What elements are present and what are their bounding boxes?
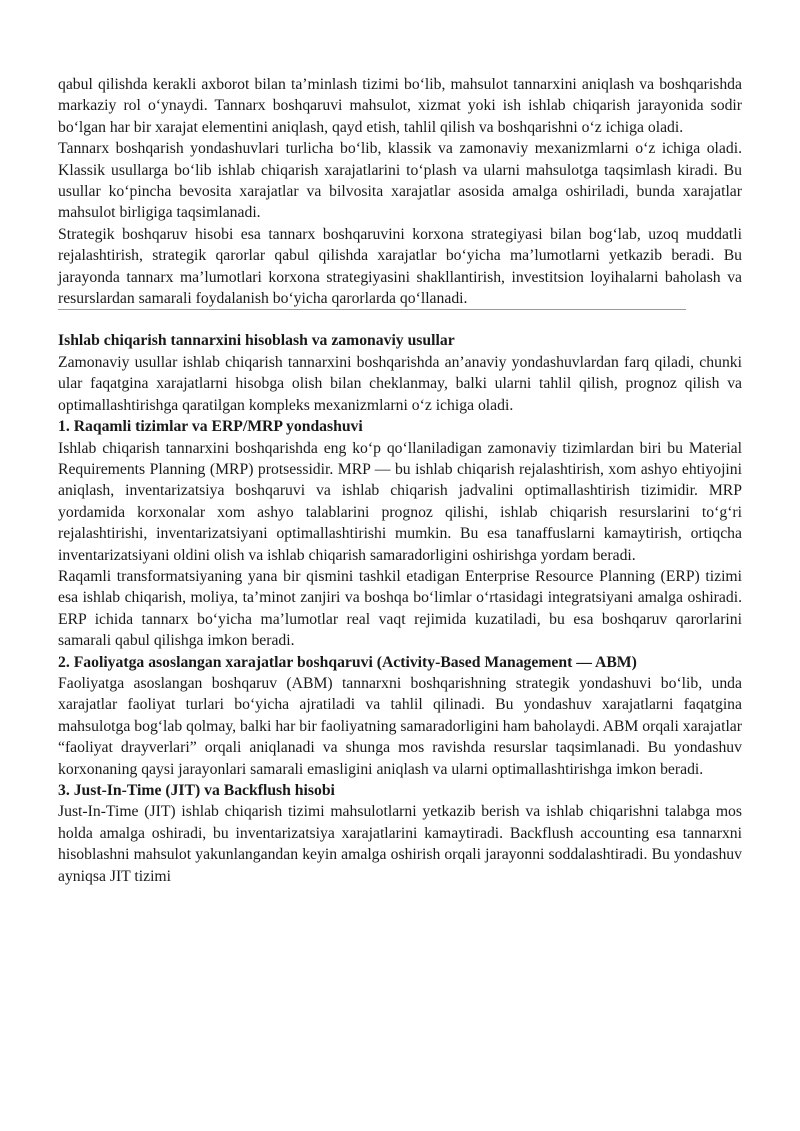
divider-line bbox=[58, 309, 686, 310]
paragraph: Faoliyatga asoslangan boshqaruv (ABM) tannarxni boshqarishning strategik yondashuvi bo‘lib, unda xarajatlar faoliyat turlari bo‘yicha ajratiladi va tahlil qilinadi. Bu yondashuv xarajatlarni faqatgina mahsulotga bog‘lab qolmay, balki har bir faoliyatning samaradorligini ham baholaydi. ABM orqali xarajatlar “faoliyat drayverlari” orqali aniqlanadi va shunga mos ravishda resurslar taqsimlanadi. Bu yondashuv korxonaning qaysi jarayonlari samarali emasligini aniqlash va ularni optimallashtirishga imkon beradi. bbox=[58, 674, 742, 778]
subsection-heading: 2. Faoliyatga asoslangan xarajatlar boshqaruvi (Activity-Based Management — ABM) bbox=[58, 653, 637, 671]
subsection-heading: 1. Raqamli tizimlar va ERP/MRP yondashuvi bbox=[58, 418, 363, 436]
paragraph: Strategik boshqaruv hisobi esa tannarx boshqaruvini korxona strategiyasi bilan bog‘lab, uzoq muddatli rejalashtirish, strategik qarorlar qabul qilishda xarajatlar bo‘yicha ma’lumotlarni yetkazib beradi. Bu jarayonda tannarx ma’lumotlari korxona strategiyasini shakllantirish, investitsion loyihalarni baholash va resurslardan samarali foydalanish bo‘yicha qarorlarda qo‘llanadi. bbox=[58, 225, 742, 308]
section-heading: Ishlab chiqarish tannarxini hisoblash va zamonaviy usullar bbox=[58, 332, 455, 350]
paragraph: Ishlab chiqarish tannarxini boshqarishda eng ko‘p qo‘llaniladigan zamonaviy tizimlardan biri bu Material Requirements Planning (MRP) protsessidir. MRP — bu ishlab chiqarish rejalashtirish, xom ashyo ehtiyojini aniqlash, inventarizatsiya boshqaruvi va ishlab chiqarish jadvalini optimallashtirish tizimidir. MRP yordamida korxonalar xom ashyo talablarini prognoz qilishi, ishlab chiqarish resurslarini to‘g‘ri rejalashtirishi, inventarizatsiyani optimallashtirishi mumkin. Bu esa tanaffuslarni kamaytirish, ortiqcha inventarizatsiyani oldini olish va ishlab chiqarish samaradorligini oshirishga yordam beradi. bbox=[58, 439, 742, 564]
paragraph: Just-In-Time (JIT) ishlab chiqarish tizimi mahsulotlarni yetkazib berish va ishlab chiqarishni talabga mos holda amalga oshiradi, bu inventarizatsiya xarajatlarini kamaytiradi. Backflush accounting esa tannarxni hisoblashni mahsulot yakunlangandan keyin amalga oshirish orqali jarayonni soddalashtiradi. Bu yondashuv ayniqsa JIT tizimi bbox=[58, 803, 742, 885]
paragraph: qabul qilishda kerakli axborot bilan ta’minlash tizimi bo‘lib, mahsulot tannarxini aniqlash va boshqarishda markaziy rol o‘ynaydi. Tannarx boshqaruvi mahsulot, xizmat yoki ish ishlab chiqarish jarayonida sodir bo‘lgan har bir xarajat elementini aniqlash, qayd etish, tahlil qilish va boshqarishni o‘z ichiga oladi. bbox=[58, 76, 742, 136]
paragraph: Tannarx boshqarish yondashuvlari turlicha bo‘lib, klassik va zamonaviy mexanizmlarni o‘z ichiga oladi. Klassik usullarga bo‘lib ishlab chiqarish xarajatlarini to‘plash va ularni mahsulotga taqsimlash kiradi. Bu usullar ko‘pincha bevosita xarajatlar va bilvosita xarajatlar asosida amalga oshiriladi, bunda xarajatlar mahsulot birligiga taqsimlanadi. bbox=[58, 140, 742, 222]
document-page bbox=[58, 74, 742, 887]
subsection-heading: 3. Just-In-Time (JIT) va Backflush hisobi bbox=[58, 782, 335, 799]
paragraph: Raqamli transformatsiyaning yana bir qismini tashkil etadigan Enterprise Resource Planning (ERP) tizimi esa ishlab chiqarish, moliya, ta’minot zanjiri va boshqa bo‘limlar o‘rtasidagi integratsiyani amalga oshiradi. ERP ichida tannarx bo‘yicha ma’lumotlar real vaqt rejimida kuzatiladi, bu esa boshqaruv qarorlarini samarali qabul qilishga imkon beradi. bbox=[58, 567, 742, 650]
paragraph: Zamonaviy usullar ishlab chiqarish tannarxini boshqarishda an’anaviy yondashuvlardan farq qiladi, chunki ular faqatgina xarajatlarni hisobga olish bilan cheklanmay, balki ularni tahlil qilish, prognoz qilish va optimallashtirishga qaratilgan kompleks mexanizmlarni o‘z ichiga oladi. bbox=[58, 353, 742, 414]
